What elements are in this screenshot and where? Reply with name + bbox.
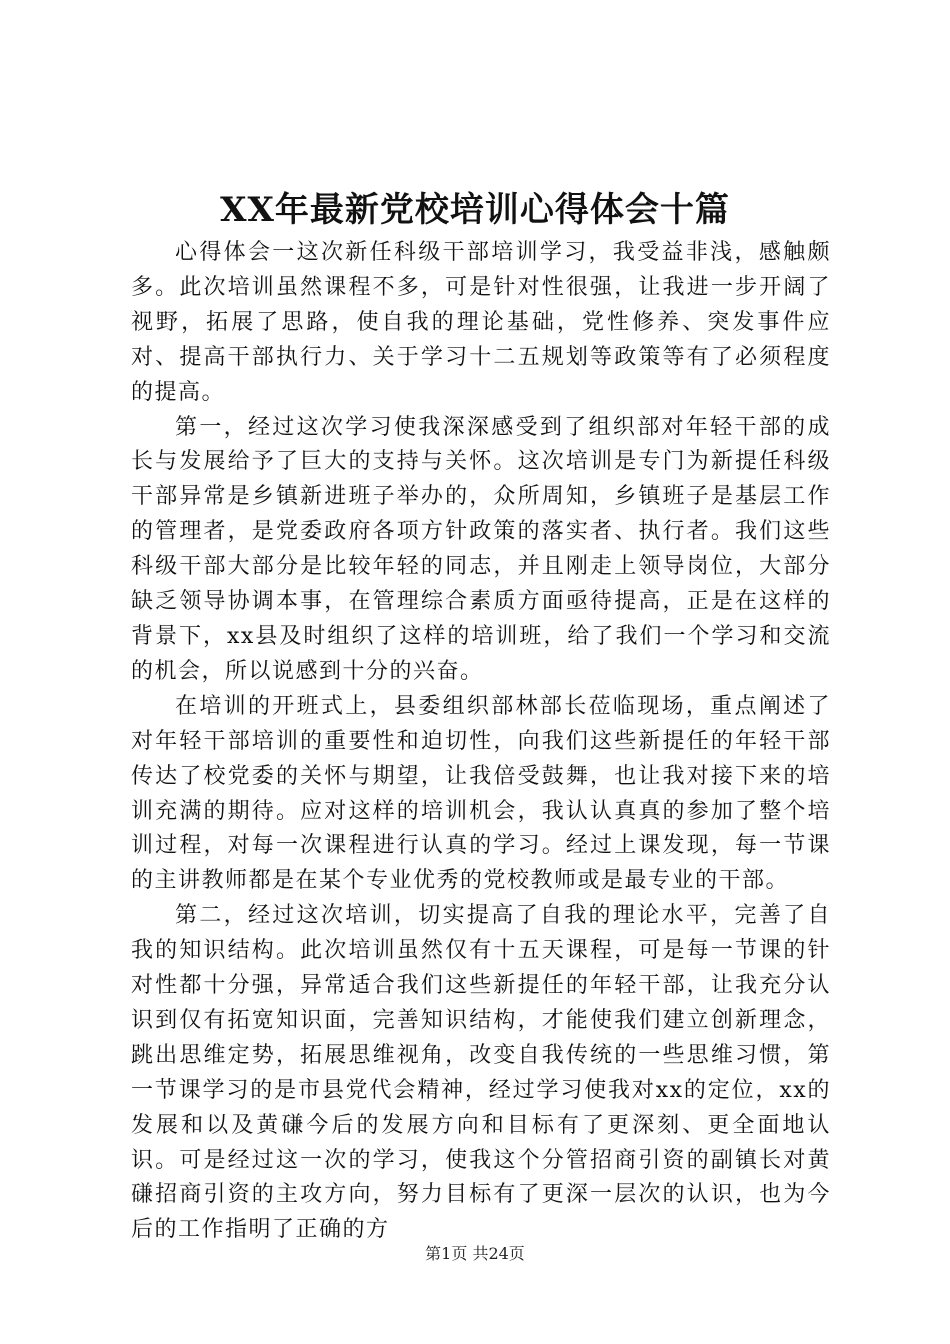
document-body xyxy=(131,236,831,1248)
page-number: 第1页 共24页 xyxy=(425,1244,525,1263)
paragraph: 心得体会一这次新任科级干部培训学习，我受益非浅，感触颇多。此次培训虽然课程不多，可是针对性很强，让我进一步开阔了视野，拓展了思路，使自我的理论基础，党性修养、突发事件应对、提高干部执行力、关于学习十二五规划等政策等有了必须程度的提高。 xyxy=(131,240,831,405)
paragraph: 第一，经过这次学习使我深深感受到了组织部对年轻干部的成长与发展给予了巨大的支持与关怀。这次培训是专门为新提任科级干部异常是乡镇新进班子举办的，众所周知，乡镇班子是基层工作的管理者，是党委政府各项方针政策的落实者、执行者。我们这些科级干部大部分是比较年轻的同志，并且刚走上领导岗位，大部分缺乏领导协调本事，在管理综合素质方面亟待提高，正是在这样的背景下，xx县及时组织了这样的培训班，给了我们一个学习和交流的机会，所以说感到十分的兴奋。 xyxy=(131,414,831,684)
paragraph: 在培训的开班式上，县委组织部林部长莅临现场，重点阐述了对年轻干部培训的重要性和迫切性，向我们这些新提任的年轻干部传达了校党委的关怀与期望，让我倍受鼓舞，也让我对接下来的培训充满的期待。应对这样的培训机会，我认认真真的参加了整个培训过程，对每一次课程进行认真的学习。经过上课发现，每一节课的主讲教师都是在某个专业优秀的党校教师或是最专业的干部。 xyxy=(131,693,831,894)
page-footer xyxy=(0,1242,950,1266)
paragraph: 第二，经过这次培训，切实提高了自我的理论水平，完善了自我的知识结构。此次培训虽然仅有十五天课程，可是每一节课的针对性都十分强，异常适合我们这些新提任的年轻干部，让我充分认识到仅有拓宽知识面，完善知识结构，才能使我们建立创新理念，跳出思维定势，拓展思维视角，改变自我传统的一些思维习惯，第一节课学习的是市县党代会精神，经过学习使我对xx的定位，xx的发展和以及黄磏今后的发展方向和目标有了更深刻、更全面地认识。可是经过这一次的学习，使我这个分管招商引资的副镇长对黄磏招商引资的主攻方向，努力目标有了更深一层次的认识，也为今后的工作指明了正确的方 xyxy=(131,903,831,1243)
document-title: XX年最新党校培训心得体会十篇 xyxy=(220,190,730,230)
